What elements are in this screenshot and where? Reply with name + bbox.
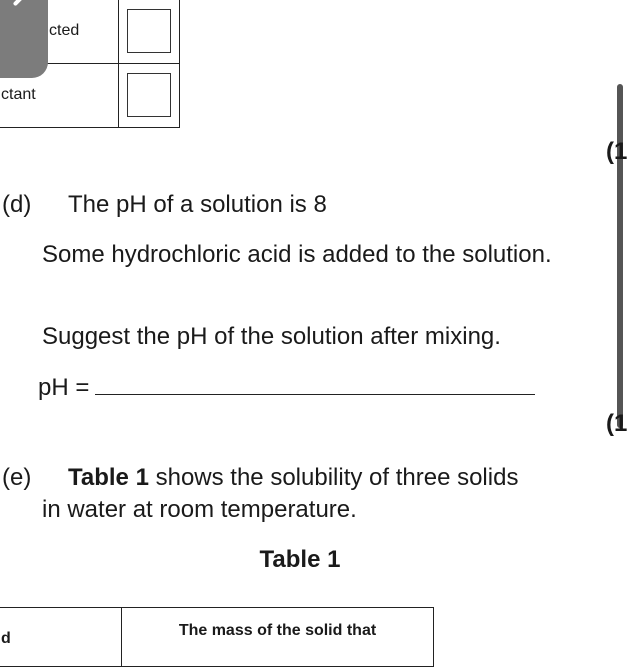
tick-box[interactable] (127, 73, 171, 117)
question-text-line2: in water at room temperature. (42, 496, 357, 523)
table-cell-checkbox (119, 0, 180, 63)
margin-bar (617, 84, 623, 428)
question-label: (e) (2, 464, 32, 491)
mark-allocation: (1 (606, 410, 628, 437)
question-text: The pH of a solution is 8 (68, 191, 327, 218)
table-title: Table 1 (259, 546, 341, 573)
row-label: cted (49, 21, 80, 39)
tick-box[interactable] (127, 9, 171, 53)
thumb-overlay (0, 0, 48, 78)
header-cell: d (0, 608, 122, 667)
table-cell-checkbox (119, 63, 180, 128)
table-header-row (0, 608, 434, 667)
question-paragraph: Some hydrochloric acid is added to the solution. (42, 241, 552, 268)
answer-prefix: pH = (38, 374, 90, 401)
answer-blank[interactable] (95, 370, 535, 395)
row-label: ctant (1, 86, 36, 104)
answer-line (38, 370, 535, 404)
question-text-rest: shows the solubility of three solids (148, 464, 519, 491)
question-text (68, 462, 518, 494)
solubility-table (0, 607, 434, 667)
question-label: (d) (2, 191, 32, 218)
question-paragraph: Suggest the pH of the solution after mixing. (42, 323, 501, 350)
notch-mark (13, 0, 26, 6)
header-cell: The mass of the solid that (122, 608, 434, 667)
table-reference: Table 1 (68, 464, 149, 491)
mark-allocation: (1 (606, 138, 628, 165)
